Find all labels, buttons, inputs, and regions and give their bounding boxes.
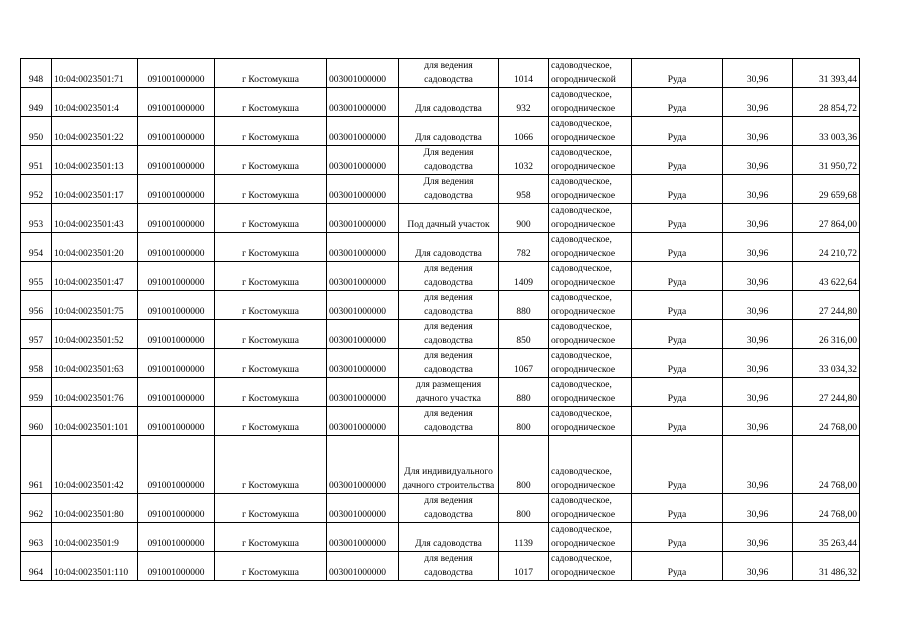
permitted-use-cell: Для садоводства — [399, 88, 499, 117]
locality-name-cell: Руда — [632, 146, 723, 175]
plot-area-cell: 880 — [499, 291, 549, 320]
specific-value-cell: 30,96 — [723, 146, 793, 175]
specific-value-cell: 30,96 — [723, 262, 793, 291]
cadastral-value-cell: 29 659,68 — [793, 175, 860, 204]
land-category-cell: садоводческое, огородническое — [549, 552, 632, 581]
row-number-cell: 954 — [21, 233, 52, 262]
locality-name-cell: Руда — [632, 494, 723, 523]
cadastral-value-cell: 27 244,80 — [793, 291, 860, 320]
specific-value-cell: 30,96 — [723, 494, 793, 523]
specific-value-cell: 30,96 — [723, 88, 793, 117]
plot-area-cell: 800 — [499, 407, 549, 436]
cadastral-number-cell: 10:04:0023501:4 — [52, 88, 138, 117]
cadastral-value-cell: 35 263,44 — [793, 523, 860, 552]
cadastral-number-cell: 10:04:0023501:71 — [52, 59, 138, 88]
cadastral-number-cell: 10:04:0023501:13 — [52, 146, 138, 175]
city-name-cell: г Костомукша — [215, 494, 327, 523]
permitted-use-cell: для ведения садоводства — [399, 320, 499, 349]
table-row — [21, 262, 860, 291]
row-number-cell: 962 — [21, 494, 52, 523]
city-name-cell: г Костомукша — [215, 552, 327, 581]
plot-area-cell: 900 — [499, 204, 549, 233]
plot-area-cell: 1066 — [499, 117, 549, 146]
city-name-cell: г Костомукша — [215, 407, 327, 436]
locality-name-cell: Руда — [632, 320, 723, 349]
cadastral-value-cell: 31 950,72 — [793, 146, 860, 175]
specific-value-cell: 30,96 — [723, 291, 793, 320]
permitted-use-cell: для ведения садоводства — [399, 552, 499, 581]
table-row — [21, 349, 860, 378]
oktmo-code-cell: 091001000000 — [138, 117, 215, 146]
cadastral-number-cell: 10:04:0023501:75 — [52, 291, 138, 320]
cadastral-value-cell: 24 210,72 — [793, 233, 860, 262]
land-plot-table — [20, 58, 860, 581]
zone-code-cell: 003001000000 — [327, 146, 399, 175]
locality-name-cell: Руда — [632, 59, 723, 88]
oktmo-code-cell: 091001000000 — [138, 552, 215, 581]
zone-code-cell: 003001000000 — [327, 436, 399, 494]
cadastral-number-cell: 10:04:0023501:20 — [52, 233, 138, 262]
land-category-cell: садоводческое, огородническое — [549, 146, 632, 175]
permitted-use-cell: для размещения дачного участка — [399, 378, 499, 407]
oktmo-code-cell: 091001000000 — [138, 407, 215, 436]
cadastral-value-cell: 24 768,00 — [793, 436, 860, 494]
land-category-cell: садоводческое, огородническое — [549, 233, 632, 262]
permitted-use-cell: Под дачный участок — [399, 204, 499, 233]
oktmo-code-cell: 091001000000 — [138, 494, 215, 523]
zone-code-cell: 003001000000 — [327, 59, 399, 88]
specific-value-cell: 30,96 — [723, 175, 793, 204]
land-category-cell: садоводческое, огородническое — [549, 320, 632, 349]
specific-value-cell: 30,96 — [723, 523, 793, 552]
land-category-cell: садоводческое, огородническое — [549, 117, 632, 146]
oktmo-code-cell: 091001000000 — [138, 233, 215, 262]
city-name-cell: г Костомукша — [215, 436, 327, 494]
permitted-use-cell: Для ведения садоводства — [399, 175, 499, 204]
table-row — [21, 204, 860, 233]
oktmo-code-cell: 091001000000 — [138, 291, 215, 320]
table-row — [21, 436, 860, 494]
zone-code-cell: 003001000000 — [327, 320, 399, 349]
locality-name-cell: Руда — [632, 552, 723, 581]
table-row — [21, 59, 860, 88]
row-number-cell: 959 — [21, 378, 52, 407]
zone-code-cell: 003001000000 — [327, 407, 399, 436]
plot-area-cell: 880 — [499, 378, 549, 407]
plot-area-cell: 800 — [499, 494, 549, 523]
cadastral-value-cell: 24 768,00 — [793, 407, 860, 436]
cadastral-number-cell: 10:04:0023501:43 — [52, 204, 138, 233]
table-row — [21, 552, 860, 581]
locality-name-cell: Руда — [632, 523, 723, 552]
specific-value-cell: 30,96 — [723, 349, 793, 378]
specific-value-cell: 30,96 — [723, 436, 793, 494]
table-row — [21, 146, 860, 175]
permitted-use-cell: Для индивидуального дачного строительства — [399, 436, 499, 494]
plot-area-cell: 1014 — [499, 59, 549, 88]
specific-value-cell: 30,96 — [723, 59, 793, 88]
cadastral-value-cell: 27 244,80 — [793, 378, 860, 407]
city-name-cell: г Костомукша — [215, 233, 327, 262]
city-name-cell: г Костомукша — [215, 117, 327, 146]
plot-area-cell: 850 — [499, 320, 549, 349]
row-number-cell: 955 — [21, 262, 52, 291]
land-category-cell: садоводческое, огородническое — [549, 204, 632, 233]
locality-name-cell: Руда — [632, 204, 723, 233]
plot-area-cell: 1139 — [499, 523, 549, 552]
row-number-cell: 961 — [21, 436, 52, 494]
locality-name-cell: Руда — [632, 291, 723, 320]
row-number-cell: 957 — [21, 320, 52, 349]
row-number-cell: 958 — [21, 349, 52, 378]
table-row — [21, 291, 860, 320]
plot-area-cell: 958 — [499, 175, 549, 204]
specific-value-cell: 30,96 — [723, 378, 793, 407]
land-category-cell: садоводческое, огородническое — [549, 407, 632, 436]
land-category-cell: садоводческое, огородническое — [549, 494, 632, 523]
row-number-cell: 951 — [21, 146, 52, 175]
table-row — [21, 494, 860, 523]
city-name-cell: г Костомукша — [215, 262, 327, 291]
locality-name-cell: Руда — [632, 175, 723, 204]
permitted-use-cell: для ведения садоводства — [399, 262, 499, 291]
row-number-cell: 964 — [21, 552, 52, 581]
locality-name-cell: Руда — [632, 117, 723, 146]
locality-name-cell: Руда — [632, 436, 723, 494]
row-number-cell: 950 — [21, 117, 52, 146]
land-category-cell: садоводческое, огородническое — [549, 378, 632, 407]
zone-code-cell: 003001000000 — [327, 523, 399, 552]
cadastral-value-cell: 33 034,32 — [793, 349, 860, 378]
plot-area-cell: 932 — [499, 88, 549, 117]
permitted-use-cell: Для садоводства — [399, 233, 499, 262]
table-row — [21, 378, 860, 407]
table-row — [21, 407, 860, 436]
oktmo-code-cell: 091001000000 — [138, 320, 215, 349]
plot-area-cell: 1032 — [499, 146, 549, 175]
row-number-cell: 956 — [21, 291, 52, 320]
locality-name-cell: Руда — [632, 233, 723, 262]
city-name-cell: г Костомукша — [215, 349, 327, 378]
specific-value-cell: 30,96 — [723, 204, 793, 233]
cadastral-number-cell: 10:04:0023501:76 — [52, 378, 138, 407]
cadastral-number-cell: 10:04:0023501:47 — [52, 262, 138, 291]
zone-code-cell: 003001000000 — [327, 494, 399, 523]
city-name-cell: г Костомукша — [215, 88, 327, 117]
cadastral-number-cell: 10:04:0023501:42 — [52, 436, 138, 494]
table-row — [21, 523, 860, 552]
city-name-cell: г Костомукша — [215, 59, 327, 88]
city-name-cell: г Костомукша — [215, 320, 327, 349]
permitted-use-cell: для ведения садоводства — [399, 494, 499, 523]
permitted-use-cell: для ведения садоводства — [399, 349, 499, 378]
zone-code-cell: 003001000000 — [327, 262, 399, 291]
row-number-cell: 963 — [21, 523, 52, 552]
zone-code-cell: 003001000000 — [327, 117, 399, 146]
land-category-cell: садоводческое, огороднической — [549, 59, 632, 88]
cadastral-value-cell: 31 486,32 — [793, 552, 860, 581]
city-name-cell: г Костомукша — [215, 523, 327, 552]
locality-name-cell: Руда — [632, 378, 723, 407]
oktmo-code-cell: 091001000000 — [138, 262, 215, 291]
permitted-use-cell: Для садоводства — [399, 117, 499, 146]
cadastral-number-cell: 10:04:0023501:9 — [52, 523, 138, 552]
oktmo-code-cell: 091001000000 — [138, 146, 215, 175]
zone-code-cell: 003001000000 — [327, 291, 399, 320]
city-name-cell: г Костомукша — [215, 378, 327, 407]
cadastral-value-cell: 28 854,72 — [793, 88, 860, 117]
cadastral-number-cell: 10:04:0023501:80 — [52, 494, 138, 523]
permitted-use-cell: Для ведения садоводства — [399, 146, 499, 175]
oktmo-code-cell: 091001000000 — [138, 88, 215, 117]
row-number-cell: 960 — [21, 407, 52, 436]
locality-name-cell: Руда — [632, 407, 723, 436]
zone-code-cell: 003001000000 — [327, 378, 399, 407]
row-number-cell: 948 — [21, 59, 52, 88]
plot-area-cell: 1017 — [499, 552, 549, 581]
cadastral-number-cell: 10:04:0023501:17 — [52, 175, 138, 204]
table-row — [21, 88, 860, 117]
land-category-cell: садоводческое, огородническое — [549, 175, 632, 204]
permitted-use-cell: Для садоводства — [399, 523, 499, 552]
land-category-cell: садоводческое, огородническое — [549, 291, 632, 320]
land-category-cell: садоводческое, огородническое — [549, 523, 632, 552]
land-category-cell: садоводческое, огородническое — [549, 88, 632, 117]
plot-area-cell: 782 — [499, 233, 549, 262]
table-row — [21, 175, 860, 204]
oktmo-code-cell: 091001000000 — [138, 59, 215, 88]
specific-value-cell: 30,96 — [723, 233, 793, 262]
permitted-use-cell: для ведения садоводства — [399, 407, 499, 436]
table-body — [21, 59, 860, 581]
oktmo-code-cell: 091001000000 — [138, 378, 215, 407]
city-name-cell: г Костомукша — [215, 291, 327, 320]
zone-code-cell: 003001000000 — [327, 233, 399, 262]
specific-value-cell: 30,96 — [723, 117, 793, 146]
permitted-use-cell: для ведения садоводства — [399, 59, 499, 88]
plot-area-cell: 1409 — [499, 262, 549, 291]
specific-value-cell: 30,96 — [723, 552, 793, 581]
land-category-cell: садоводческое, огородническое — [549, 349, 632, 378]
cadastral-value-cell: 31 393,44 — [793, 59, 860, 88]
plot-area-cell: 1067 — [499, 349, 549, 378]
permitted-use-cell: для ведения садоводства — [399, 291, 499, 320]
zone-code-cell: 003001000000 — [327, 552, 399, 581]
city-name-cell: г Костомукша — [215, 204, 327, 233]
cadastral-value-cell: 27 864,00 — [793, 204, 860, 233]
zone-code-cell: 003001000000 — [327, 204, 399, 233]
cadastral-value-cell: 26 316,00 — [793, 320, 860, 349]
zone-code-cell: 003001000000 — [327, 175, 399, 204]
city-name-cell: г Костомукша — [215, 146, 327, 175]
oktmo-code-cell: 091001000000 — [138, 349, 215, 378]
city-name-cell: г Костомукша — [215, 175, 327, 204]
cadastral-number-cell: 10:04:0023501:52 — [52, 320, 138, 349]
table-row — [21, 233, 860, 262]
oktmo-code-cell: 091001000000 — [138, 204, 215, 233]
row-number-cell: 953 — [21, 204, 52, 233]
specific-value-cell: 30,96 — [723, 407, 793, 436]
locality-name-cell: Руда — [632, 349, 723, 378]
table-row — [21, 117, 860, 146]
cadastral-value-cell: 33 003,36 — [793, 117, 860, 146]
land-category-cell: садоводческое, огородническое — [549, 262, 632, 291]
locality-name-cell: Руда — [632, 88, 723, 117]
cadastral-value-cell: 43 622,64 — [793, 262, 860, 291]
oktmo-code-cell: 091001000000 — [138, 436, 215, 494]
table-row — [21, 320, 860, 349]
locality-name-cell: Руда — [632, 262, 723, 291]
oktmo-code-cell: 091001000000 — [138, 175, 215, 204]
cadastral-number-cell: 10:04:0023501:101 — [52, 407, 138, 436]
specific-value-cell: 30,96 — [723, 320, 793, 349]
zone-code-cell: 003001000000 — [327, 349, 399, 378]
land-category-cell: садоводческое, огородническое — [549, 436, 632, 494]
zone-code-cell: 003001000000 — [327, 88, 399, 117]
row-number-cell: 952 — [21, 175, 52, 204]
cadastral-number-cell: 10:04:0023501:63 — [52, 349, 138, 378]
oktmo-code-cell: 091001000000 — [138, 523, 215, 552]
cadastral-value-cell: 24 768,00 — [793, 494, 860, 523]
plot-area-cell: 800 — [499, 436, 549, 494]
cadastral-number-cell: 10:04:0023501:22 — [52, 117, 138, 146]
cadastral-number-cell: 10:04:0023501:110 — [52, 552, 138, 581]
row-number-cell: 949 — [21, 88, 52, 117]
